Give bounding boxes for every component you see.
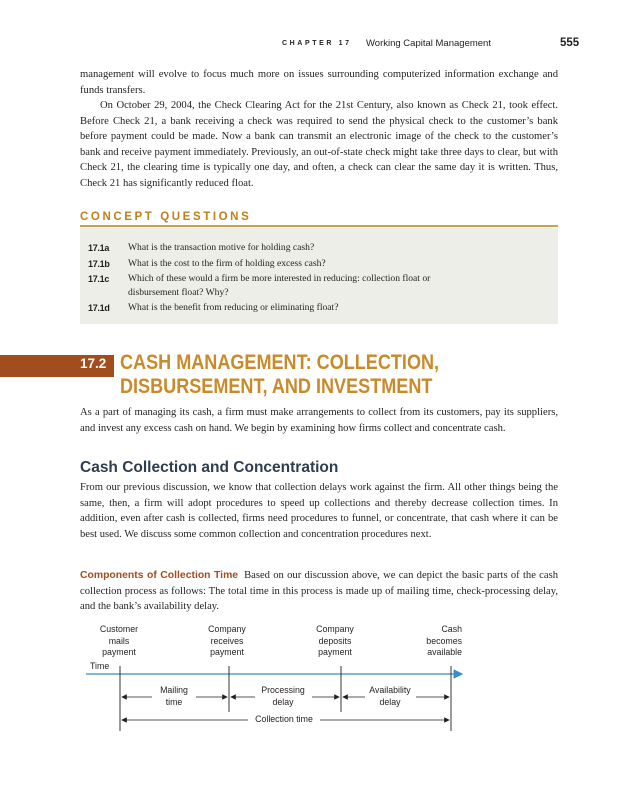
event-company-receives: Company receives payment bbox=[208, 624, 246, 657]
paragraph-check21: On October 29, 2004, the Check Clearing Act for the 21st Century, also known as Check 21, took effect. Before Check 21, a bank receiving a check was required to send the physical check to the customer’s bank before payment could be made. Now a bank can transmit an electronic image of the check to the customer’s bank and receive payment immediately. Previously, an out-of-state check might take three days to clear, but with Check 21, the clearing time is typically one day, and often, a check can clear the same day it is written. Thus, Check 21 has significantly reduced float. bbox=[80, 100, 558, 189]
paragraph-continued: management will evolve to focus much more on issues surrounding computerized information exchange and funds transfers. bbox=[80, 69, 558, 96]
total-collection-time: Collection time bbox=[255, 714, 313, 724]
running-header bbox=[0, 38, 638, 52]
time-axis-label: Time bbox=[90, 661, 110, 671]
chapter-label: CHAPTER 17 bbox=[282, 40, 352, 47]
subsection-body: From our previous discussion, we know that collection delays work against the firm. All other things being the same, then, a firm will adopt procedures to speed up collections and thereby decrease collection times. In addition, even after cash is collected, firms need procedures to funnel, or concentrate, that cash where it can be best used. We discuss some common collection and concentration procedures next. bbox=[80, 482, 558, 540]
question-text: What is the transaction motive for holding cash? bbox=[128, 242, 315, 253]
concept-questions-rule bbox=[80, 225, 558, 227]
subsection-title: Cash Collection and Concentration bbox=[80, 459, 339, 476]
section-intro: As a part of managing its cash, a firm must make arrangements to collect from its customers, pay its suppliers, and invest any excess cash on hand. We begin by examining how firms collect and concentrate cash. bbox=[80, 407, 558, 434]
page-number: 555 bbox=[560, 37, 580, 49]
event-customer-mails: Customer mails payment bbox=[99, 624, 139, 657]
question-text: What is the cost to the firm of holding excess cash? bbox=[128, 258, 326, 269]
question-number: 17.1d bbox=[88, 303, 110, 313]
question-number: 17.1c bbox=[88, 274, 110, 284]
concept-questions-title: CONCEPT QUESTIONS bbox=[80, 211, 252, 223]
chapter-title: Working Capital Management bbox=[366, 38, 491, 49]
question-text: Which of these would a firm be more interested in reducing: collection float or disbursement float? Why? bbox=[128, 273, 431, 298]
section-title bbox=[120, 351, 498, 399]
collection-time-diagram bbox=[0, 615, 638, 740]
section-title-line-1: CASH MANAGEMENT: COLLECTION, bbox=[120, 351, 440, 374]
run-in-body: Based on our discussion above, we can depict the basic parts of the cash collection process as follows: The total time in this process is made up of mailing time, check-processing delay, and the bank’s availability delay. bbox=[80, 570, 558, 613]
interval-availability-delay: Availability delay bbox=[369, 685, 411, 707]
interval-mailing-time: Mailing time bbox=[160, 685, 188, 707]
event-company-deposits: Company deposits payment bbox=[316, 624, 354, 657]
question-number: 17.1a bbox=[88, 243, 110, 253]
run-in-heading: Components of Collection Time bbox=[80, 570, 239, 581]
question-text: What is the benefit from reducing or eliminating float? bbox=[128, 302, 339, 313]
question-number: 17.1b bbox=[88, 259, 110, 269]
concept-questions-box bbox=[80, 228, 558, 324]
section-number: 17.2 bbox=[80, 356, 107, 371]
interval-processing-delay: Processing delay bbox=[261, 685, 305, 707]
components-paragraph bbox=[80, 568, 558, 615]
event-cash-available: Cash becomes available bbox=[426, 624, 462, 657]
section-title-line-2: DISBURSEMENT, AND INVESTMENT bbox=[120, 375, 433, 398]
